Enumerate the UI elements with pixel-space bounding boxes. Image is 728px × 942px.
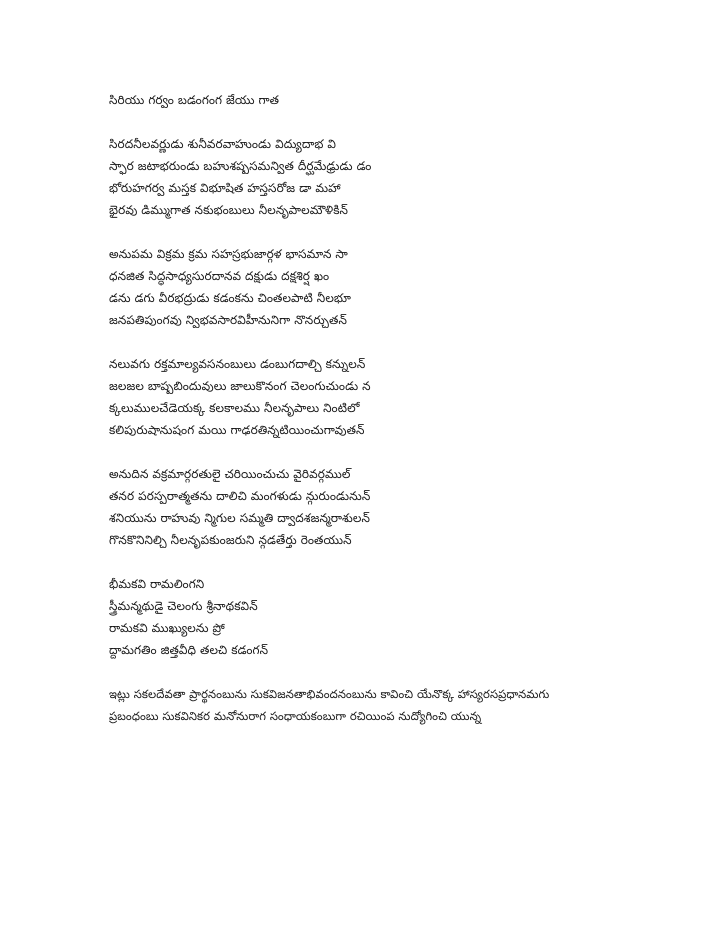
stanza-1 <box>109 133 699 221</box>
verse-line: తనర పరస్పరాత్మతను దాలిచి మంగళుడు న్గురుండునున్ <box>109 489 371 503</box>
verse-line: క్కలుములచేడెయక్క కలకాలము నీలనృపాలు నింటిలో <box>109 401 360 415</box>
verse-line: గొనకొనినిల్చి నీలనృపకుంజరుని న్గడతేర్తు రెంతయున్ <box>109 533 352 547</box>
verse-line: రామకవి ముఖ్యులను ప్రో <box>109 621 225 635</box>
document-title: సిరియు గర్వం బడంగంగ జేయు గాత <box>109 93 280 107</box>
prose-line: ప్రబంధంబు సుకవినికర మనోనురాగ సంధాయకంబుగా రచియింప నుద్యోగించి యున్న <box>109 709 482 723</box>
verse-line: నలువగు రక్తమాల్యవసనంబులు డంబుగదాల్చి కన్నులన్ <box>109 357 366 371</box>
stanza-2 <box>109 243 699 331</box>
verse-line: జనపతిపుంగవు న్విభవసారవిహీనునిగా నొనర్చుతన్ <box>109 313 347 327</box>
verse-line: స్త్రీమన్మథుడై చెలంగు శ్రీనాథకవిన్ <box>109 599 258 613</box>
verse-line: అనుదిన వక్రమార్గరతులై చరియించుచు వైరివర్గముల్ <box>109 467 351 481</box>
prose-paragraph <box>109 683 699 727</box>
verse-line: భీమకవి రామలింగని <box>109 577 205 591</box>
prose-line: ఇట్లు సకలదేవతా ప్రార్థనంబును సుకవిజనతాభివందనంబును కావించి యేనొక్క హాస్యరసప్రధానమగు <box>109 687 550 701</box>
verse-line: డను డగు వీరభద్రుడు కడంకను చింతలపాటి నీలభూ <box>109 291 352 305</box>
verse-line: ద్దామగతిం జిత్తవీధి తలచి కడంగన్ <box>109 643 269 657</box>
stanza-3 <box>109 353 699 441</box>
stanza-5 <box>109 573 699 661</box>
verse-line: జలజల బాష్పబిందువులు జాలుకొనంగ చెలంగుచుండు న <box>109 379 371 393</box>
verse-line: ధనజిత సిద్ధసాధ్యసురదానవ దక్షుడు దక్షశిర్ష ఖం <box>109 269 330 283</box>
verse-line: భైరవు డిమ్ముగాత నకుభంబులు నీలనృపాలమౌళికిన్ <box>109 203 349 217</box>
verse-line: స్ఫార జటాభరుండు బహుశష్పసమన్విత దీర్ఘమేఢ్రుడు డం <box>109 159 372 173</box>
verse-line: భోరుహగర్వ మస్తక విభూషిత హస్తసరోజ డా మహా <box>109 181 341 195</box>
verse-line: కలిపురుషానుషంగ మయి గాఢరతిన్నటియించుగావుతన్ <box>109 423 365 437</box>
verse-line: శనియును రాహువు న్మిగుల సమ్మతి ద్వాదశజన్మరాశులన్ <box>109 511 371 525</box>
stanza-4 <box>109 463 699 551</box>
verse-line: అనుపమ విక్రమ క్రమ సహస్రభుజార్గళ భాసమాన సా <box>109 247 348 261</box>
verse-line: సిరదనీలవర్ణుడు శునీవరవాహుండు విద్యుదాభ వి <box>109 137 337 151</box>
document-page <box>109 89 699 727</box>
